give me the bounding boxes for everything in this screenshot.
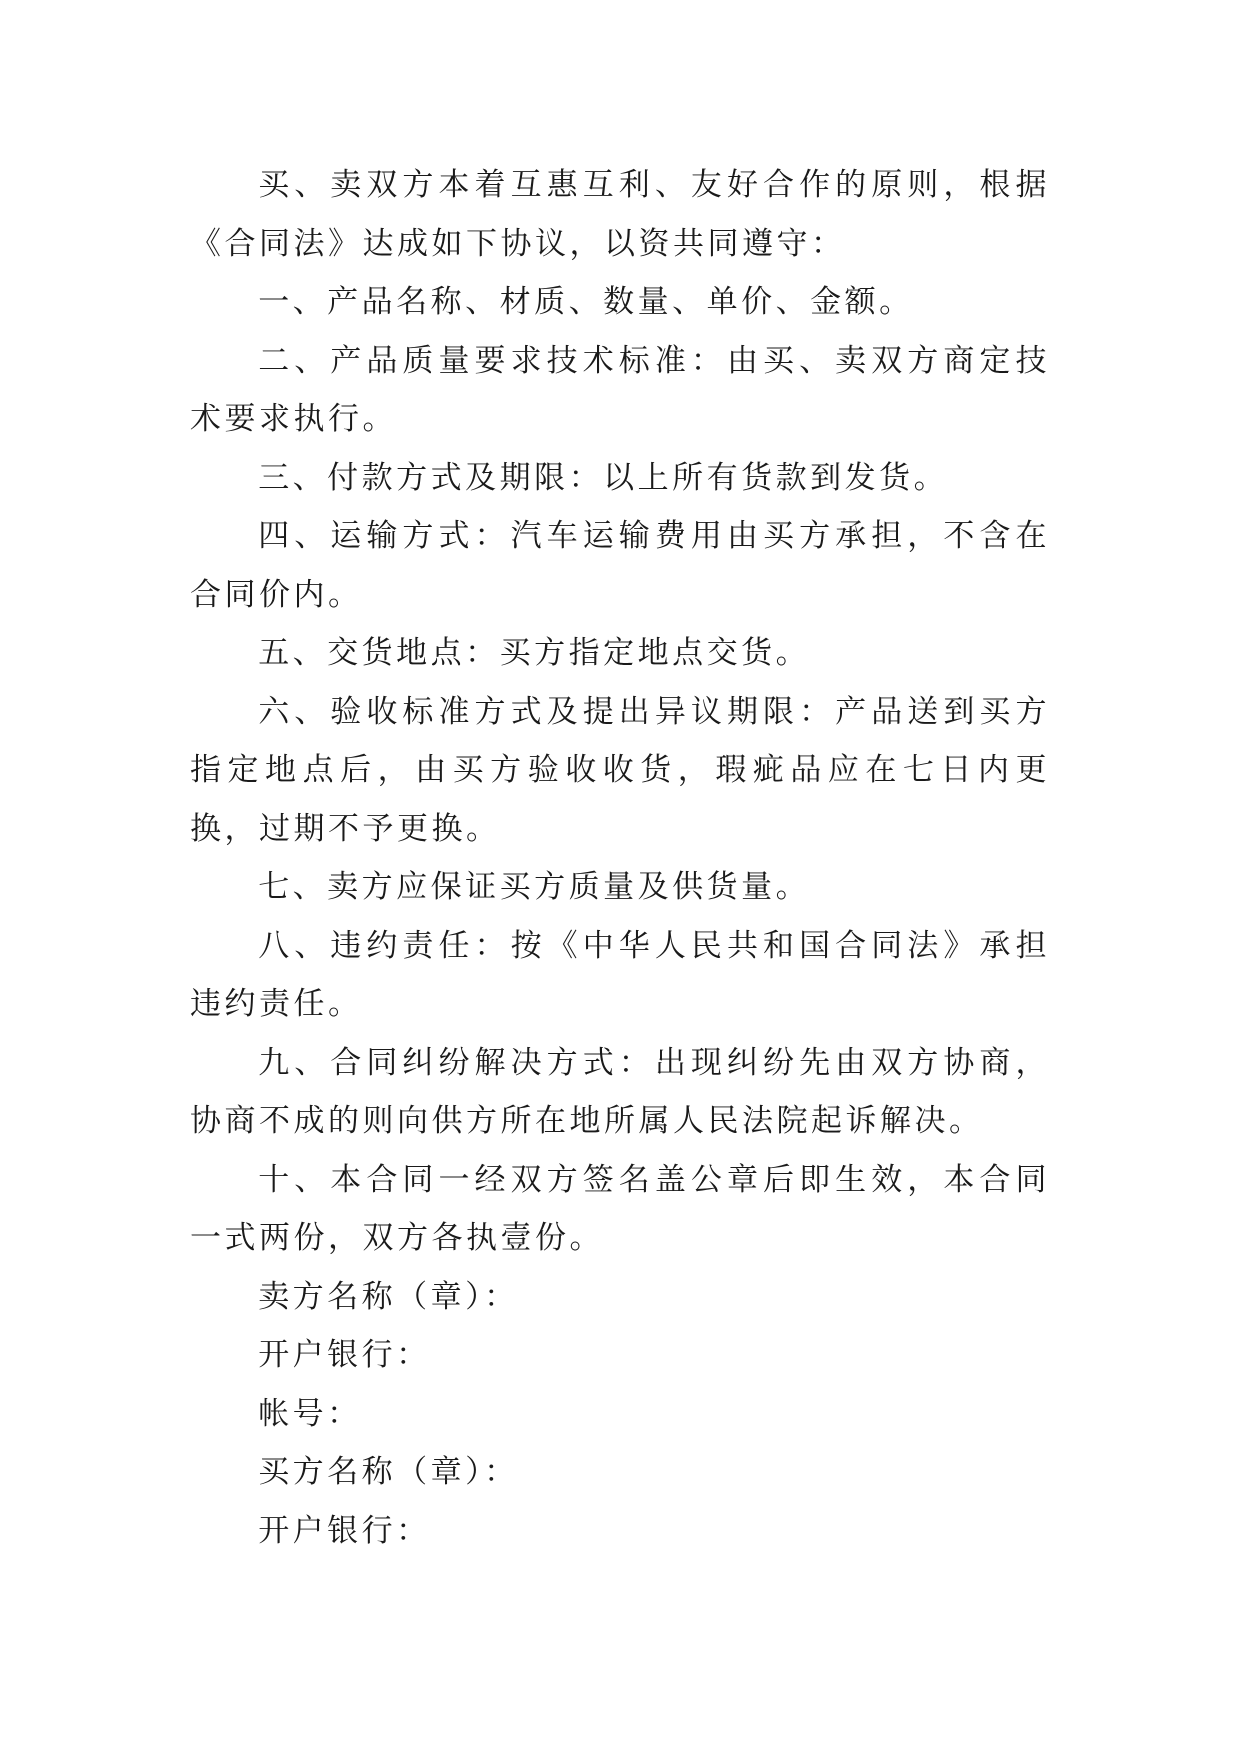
contract-body (190, 156, 1050, 1560)
clause-8: 八、违约责任：按《中华人民共和国合同法》承担违约责任。 (190, 927, 1050, 1022)
clause-6: 六、验收标准方式及提出异议期限：产品送到买方指定地点后，由买方验收收货，瑕疵品应在七日内更换，过期不予更换。 (190, 693, 1050, 847)
clause-9: 九、合同纠纷解决方式：出现纠纷先由双方协商，协商不成的则向供方所在地所属人民法院起诉解决。 (190, 1044, 1050, 1139)
clause-4: 四、运输方式：汽车运输费用由买方承担，不含在合同价内。 (190, 518, 1050, 613)
clause-7: 七、卖方应保证买方质量及供货量。 (258, 869, 811, 905)
clause-3: 三、付款方式及期限：以上所有货款到发货。 (258, 459, 949, 496)
buyer-bank-label: 开户银行： (258, 1512, 431, 1549)
buyer-name-label: 买方名称（章）： (258, 1454, 519, 1490)
seller-name-label: 卖方名称（章）： (258, 1278, 519, 1315)
clause-1: 一、产品名称、材质、数量、单价、金额。 (258, 284, 914, 320)
seller-account-label: 帐号： (258, 1395, 362, 1432)
clause-10: 十、本合同一经双方签名盖公章后即生效，本合同一式两份，双方各执壹份。 (190, 1161, 1050, 1256)
clause-5: 五、交货地点：买方指定地点交货。 (258, 635, 811, 671)
seller-bank-label: 开户银行： (258, 1337, 431, 1373)
clause-2: 二、产品质量要求技术标准：由买、卖双方商定技术要求执行。 (190, 342, 1050, 437)
intro-paragraph: 买、卖双方本着互惠互利、友好合作的原则，根据《合同法》达成如下协议，以资共同遵守： (190, 167, 1050, 262)
